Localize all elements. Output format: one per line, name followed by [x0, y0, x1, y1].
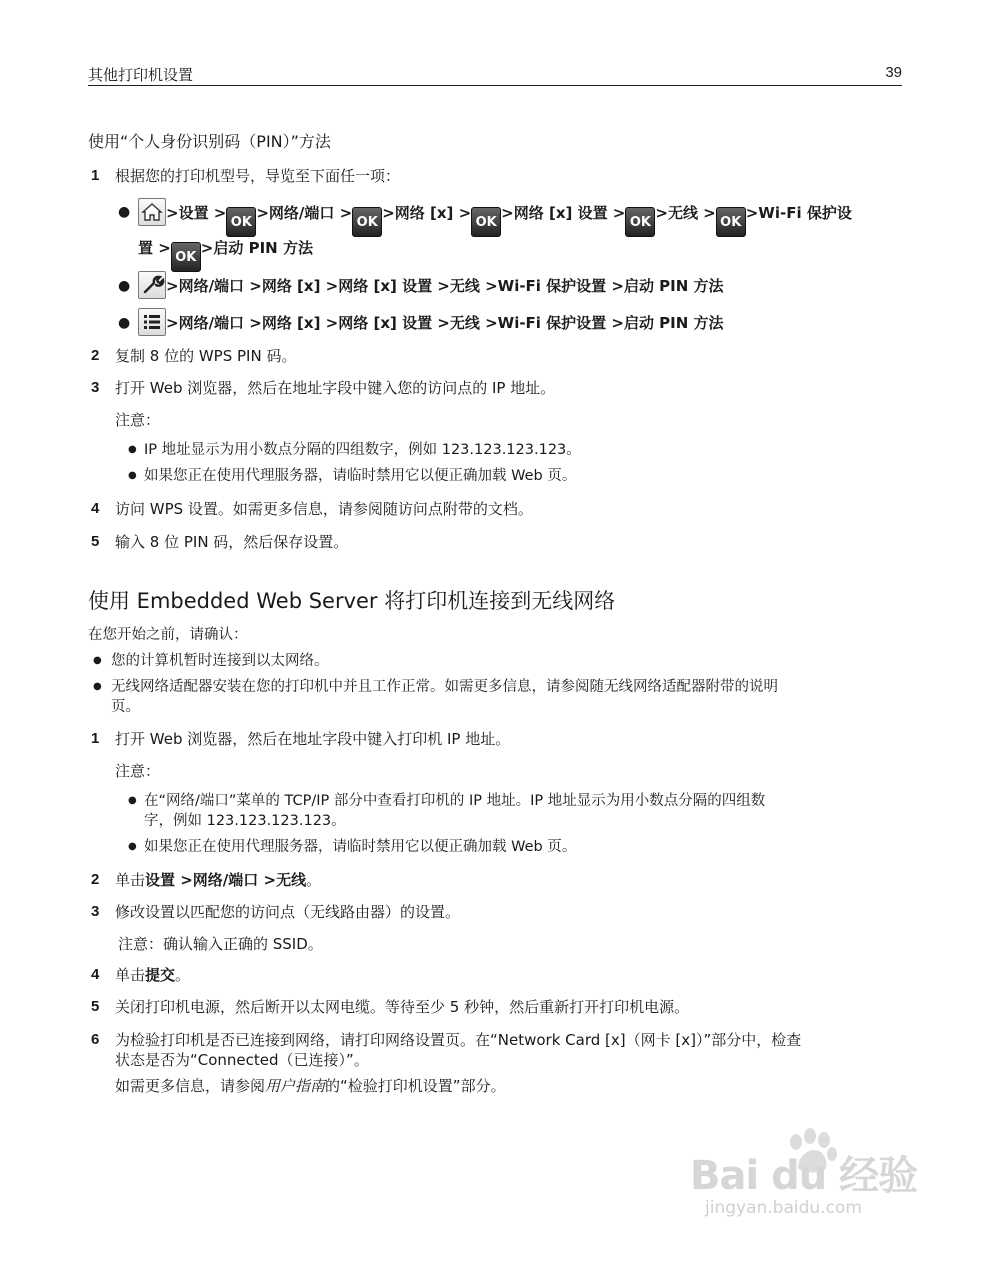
- nav-path-home-cont: 置 >OK>启动 PIN 方法: [138, 232, 313, 272]
- step-text: 修改设置以匹配您的访问点（无线路由器）的设置。: [115, 903, 461, 921]
- step-text: 单击设置 >网络/端口 >无线。: [115, 871, 322, 889]
- step-text: 打开 Web 浏览器，然后在地址字段中键入打印机 IP 地址。: [115, 730, 511, 748]
- prereq-item: 您的计算机暂时连接到以太网络。: [111, 653, 329, 669]
- step-text: 为检验打印机是否已连接到网络，请打印网络设置页。在“Network Card [x]（网卡 [x]）”部分中，检查: [115, 1031, 802, 1049]
- nav-path-wrench: >网络/端口 >网络 [x] >网络 [x] 设置 >无线 >Wi-Fi 保护设置 >启动 PIN 方法: [138, 270, 724, 302]
- bullet-dot: ●: [118, 204, 131, 220]
- baidu-watermark: [690, 1140, 940, 1250]
- step-text: 关闭打印机电源，然后断开以太网电缆。等待至少 5 秒钟，然后重新打开打印机电源。: [115, 998, 690, 1016]
- step-number: 6: [91, 1031, 100, 1048]
- menu-path: 设置 >网络/端口 >无线: [145, 871, 307, 889]
- step-number: 1: [91, 167, 100, 184]
- home-icon: [138, 198, 166, 226]
- bullet-dot: ●: [128, 444, 137, 455]
- wrench-icon: [138, 271, 166, 299]
- nav-path-menu: >网络/端口 >网络 [x] >网络 [x] 设置 >无线 >Wi-Fi 保护设置 >启动 PIN 方法: [138, 307, 724, 339]
- bullet-dot: ●: [128, 841, 137, 852]
- bullet-dot: ●: [118, 315, 131, 331]
- prereq-item-cont: 页。: [111, 699, 140, 715]
- watermark-logo-text: Bai du 经验: [690, 1153, 918, 1199]
- section-heading-ews: 使用 Embedded Web Server 将打印机连接到无线网络: [88, 589, 616, 613]
- step-number: 5: [91, 533, 100, 550]
- step-text: 单击提交。: [115, 966, 191, 984]
- page-header: [88, 64, 902, 86]
- note-label: 注意：: [115, 762, 161, 780]
- step-text: 复制 8 位的 WPS PIN 码。: [115, 347, 297, 365]
- nav-path-home: >设置 >OK>网络/端口 >OK>网络 [x] >OK>网络 [x] 设置 >OK>无线 >OK>Wi-Fi 保护设: [138, 197, 852, 237]
- ok-button-icon: OK: [171, 242, 201, 272]
- note-label: 注意：: [115, 411, 161, 429]
- bullet-dot: ●: [93, 655, 102, 666]
- step-number: 2: [91, 347, 100, 364]
- section-heading-pin: 使用“个人身份识别码（PIN）”方法: [88, 132, 331, 151]
- user-guide-ref: 用户指南: [265, 1077, 326, 1095]
- page-number: 39: [885, 64, 902, 81]
- step-number: 5: [91, 998, 100, 1015]
- step-text: 打开 Web 浏览器，然后在地址字段中键入您的访问点的 IP 地址。: [115, 379, 556, 397]
- ok-button-icon: OK: [625, 207, 655, 237]
- note-text: 注意：确认输入正确的 SSID。: [118, 935, 323, 953]
- ok-button-icon: OK: [471, 207, 501, 237]
- more-info-text: 如需更多信息，请参阅用户指南的“检验打印机设置”部分。: [115, 1077, 506, 1095]
- step-number: 3: [91, 379, 100, 396]
- note-item: 如果您正在使用代理服务器，请临时禁用它以便正确加载 Web 页。: [144, 839, 577, 855]
- step-number: 3: [91, 903, 100, 920]
- note-item-cont: 字，例如 123.123.123.123。: [144, 813, 346, 829]
- step-number: 4: [91, 500, 100, 517]
- bullet-dot: ●: [128, 795, 137, 806]
- menu-list-icon: [138, 308, 166, 336]
- bullet-dot: ●: [118, 278, 131, 294]
- note-item: IP 地址显示为用小数点分隔的四组数字，例如 123.123.123.123。: [144, 442, 581, 458]
- step-text-cont: 状态是否为“Connected（已连接）”。: [115, 1051, 369, 1069]
- step-text: 输入 8 位 PIN 码，然后保存设置。: [115, 533, 349, 551]
- step-text: 根据您的打印机型号，导览至下面任一项：: [115, 167, 401, 185]
- bullet-dot: ●: [128, 470, 137, 481]
- prereq-item: 无线网络适配器安装在您的打印机中并且工作正常。如需更多信息，请参阅随无线网络适配器附带的说明: [111, 679, 778, 695]
- intro-text: 在您开始之前，请确认：: [88, 627, 248, 643]
- ok-button-icon: OK: [352, 207, 382, 237]
- step-number: 1: [91, 730, 100, 747]
- step-text: 访问 WPS 设置。如需更多信息，请参阅随访问点附带的文档。: [115, 500, 533, 518]
- submit-label: 提交: [145, 966, 176, 984]
- note-item: 在“网络/端口”菜单的 TCP/IP 部分中查看打印机的 IP 地址。IP 地址显示为用小数点分隔的四组数: [144, 793, 766, 809]
- ok-button-icon: OK: [716, 207, 746, 237]
- step-number: 4: [91, 966, 100, 983]
- ok-button-icon: OK: [226, 207, 256, 237]
- step-number: 2: [91, 871, 100, 888]
- watermark-url: jingyan.baidu.com: [705, 1198, 862, 1218]
- note-item: 如果您正在使用代理服务器，请临时禁用它以便正确加载 Web 页。: [144, 468, 577, 484]
- header-title: 其他打印机设置: [88, 66, 194, 84]
- bullet-dot: ●: [93, 681, 102, 692]
